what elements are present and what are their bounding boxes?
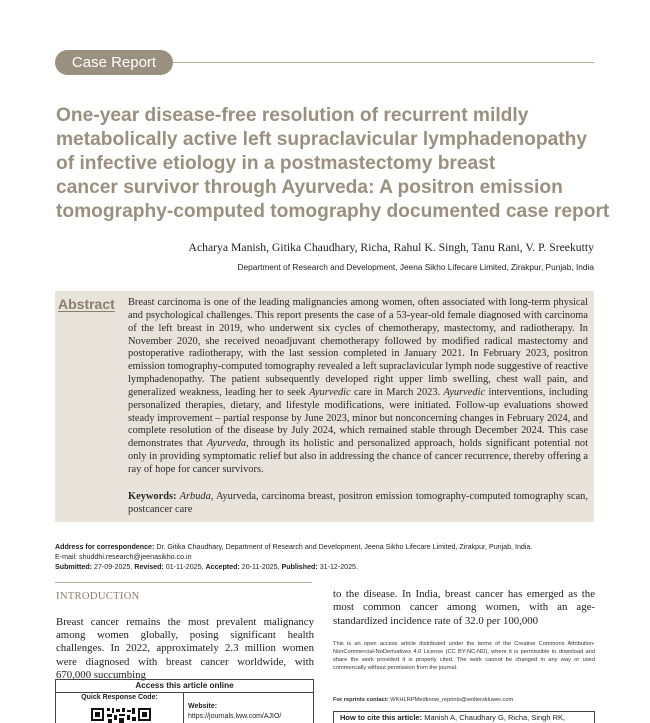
keyword-italic: Arbuda xyxy=(179,491,211,502)
article-type-badge: Case Report xyxy=(55,50,173,75)
introduction-heading: INTRODUCTION xyxy=(56,591,140,602)
title-line: tomography-computed tomography documented case report xyxy=(56,201,610,222)
correspondence-block xyxy=(55,542,595,572)
article-title xyxy=(56,104,610,224)
right-column-text: to the disease. In India, breast cancer has emerged as the most common cancer among women, with an age-standardized incidence rate of 32.0 per 100,000 xyxy=(333,588,595,627)
cite-label: How to cite this article: xyxy=(340,713,423,722)
keywords xyxy=(128,491,588,517)
reprints-label: For reprints contact: xyxy=(333,697,389,703)
abstract-italic: Ayurvedic xyxy=(443,386,486,398)
cite-authors: Manish A, Chaudhary G, Richa, Singh RK, xyxy=(422,713,566,722)
accepted-label: Accepted: xyxy=(205,563,240,571)
reprints-email: WKHLRPMedknow_reprints@wolterskluwer.com xyxy=(388,697,514,703)
abstract-label: Abstract xyxy=(58,296,115,312)
dates-line xyxy=(55,562,595,572)
title-line: cancer survivor through Ayurveda: A positron emission xyxy=(56,177,563,198)
accepted-date: 20-11-2025, xyxy=(239,563,282,571)
abstract-segment: , through its holistic and personalized approach, holds significant potential not only in providing symptomatic relief but also in addressing the chance of cancer recurrence, thereby offering a ray of hope for cancer survivors. xyxy=(128,438,588,475)
published-label: Published: xyxy=(281,563,318,571)
abstract-italic: Ayurveda xyxy=(206,438,247,450)
section-rule xyxy=(55,582,312,583)
title-line: One-year disease-free resolution of recurrent mildly xyxy=(56,105,529,126)
affiliation: Department of Research and Development, Jeena Sikho Lifecare Limited, Zirakpur, Punjab, India xyxy=(237,262,594,272)
introduction-text: Breast cancer remains the most prevalent malignancy among women globally, posing significant health challenges. In 2022, approximately 2.3 million women were diagnosed with breast cancer worldwide, with 670,000 succumbing xyxy=(56,616,314,681)
submitted-label: Submitted: xyxy=(55,563,93,571)
correspondence-text: Dr. Gitika Chaudhary, Department of Research and Development, Jeena Sikho Lifecare Limited, Zirakpur, Punjab, India. xyxy=(154,543,533,551)
header-rule xyxy=(173,62,594,63)
reprints-line xyxy=(333,697,513,703)
keywords-label: Keywords: xyxy=(128,491,177,502)
abstract-text xyxy=(128,297,588,477)
title-line: of infective etiology in a postmastectomy breast xyxy=(56,153,496,174)
qr-code-icon[interactable] xyxy=(91,708,151,723)
abstract-segment: interventions, including personalized therapies, dietary, and lifestyle modifications, were initiated. Follow-up evaluations showed steady improvement – partial response by June 2023, minor but nonconcerning changes in February 2024, and complete resolution of the disease by July 2024, which remained stable through December 2024. This case demonstrates that xyxy=(128,386,588,450)
correspondence-address xyxy=(55,542,595,552)
website-label: Website: xyxy=(188,703,218,710)
abstract-segment: Breast carcinoma is one of the leading malignancies among women, often associated with long-term physical and psychological challenges. This report presents the case of a 53-year-old female diagnosed with carcinoma of the left breast in 2019, who underwent six cycles of chemotherapy, mastectomy, and radiotherapy. In November 2020, she received neoadjuvant chemotherapy followed by modified radical mastectomy and postoperative radiotherapy, with the last session completed in January 2021. In February 2023, positron emission tomography-computed tomography revealed a left supraclavicular lymph node suggestive of reactive lymphadenopathy. The patient subsequently developed right upper limb swelling, chest wall pain, and generalized weakness, leading her to seek xyxy=(128,297,588,398)
revised-label: Revised: xyxy=(134,563,164,571)
keywords-list: , Ayurveda, carcinoma breast, positron emission tomography-computed tomography scan, postcancer care xyxy=(128,491,588,515)
abstract-segment: care in March 2023. xyxy=(350,386,444,398)
website-link[interactable]: https://journals.lww.com/AJIO/ xyxy=(188,713,282,720)
cite-text xyxy=(340,713,565,722)
correspondence-label: Address for correspondence: xyxy=(55,543,155,551)
title-line: metabolically active left supraclavicular lymphadenopathy xyxy=(56,129,588,150)
revised-date: 01-11-2025, xyxy=(163,563,206,571)
qr-label: Quick Response Code: xyxy=(81,694,158,701)
correspondence-email: E-mail: shuddhi.research@jeenasikho.co.in xyxy=(55,553,192,561)
authors: Acharya Manish, Gitika Chaudhary, Richa, Rahul K. Singh, Tanu Rani, V. P. Sreekutty xyxy=(188,241,594,254)
published-date: 31-12-2025. xyxy=(317,563,358,571)
abstract-italic: Ayurvedic xyxy=(309,386,351,398)
access-box-header: Access this article online xyxy=(56,680,313,693)
submitted-date: 27-09-2025, xyxy=(92,563,135,571)
license-text: This is an open access article distributed under the terms of the Creative Commons Attribution-NonCommercial-NoDerivatives 4.0 License (CC BY-NC-ND), where it is permissible to download and share the work provided it is properly cited. The work cannot be changed in any way or used commercially without permission from the journal. xyxy=(333,641,595,671)
